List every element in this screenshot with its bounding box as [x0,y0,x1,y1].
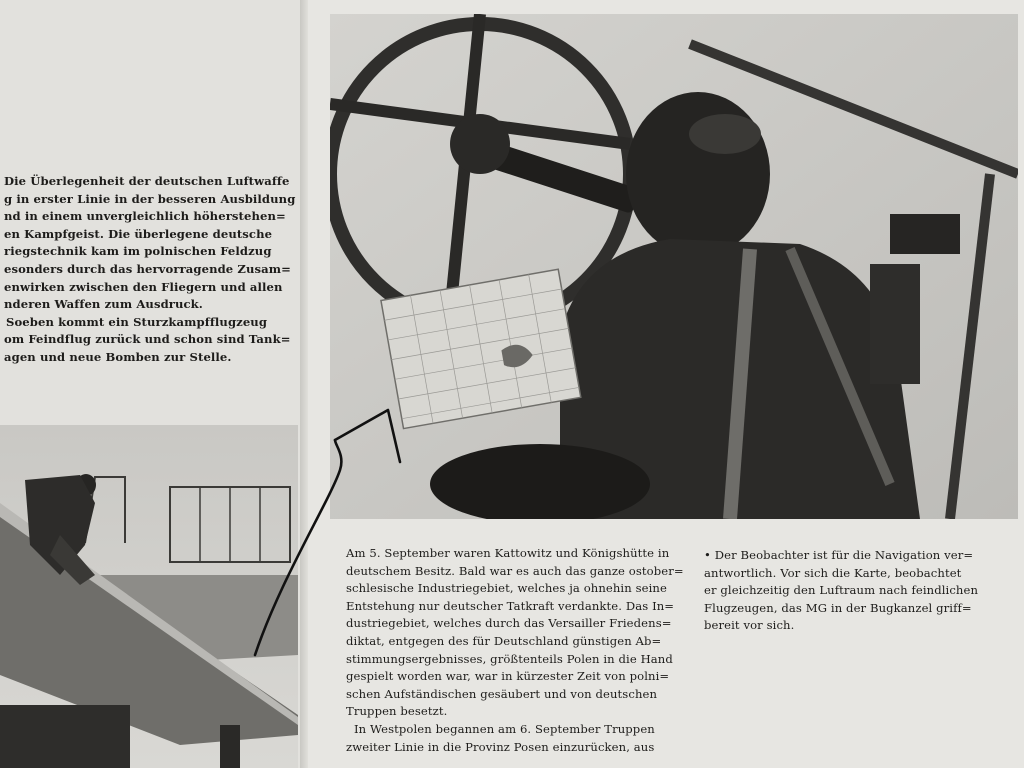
left-caption-line: nderen Waffen zum Ausdruck. [4,297,203,312]
left-page-caption [4,173,295,367]
left-caption-line: agen und neue Bomben zur Stelle. [4,349,232,364]
observer-cockpit-image [330,14,1018,519]
observer-photo-caption [704,547,978,635]
main-text-line: diktat, entgegen des für Deutschland günstigen Ab= [346,633,662,648]
right-page [308,0,1024,768]
left-caption-line: esonders durch das hervorragende Zusam= [4,261,291,276]
main-text-line: zweiter Linie in die Provinz Posen einzurücken, aus [346,739,655,754]
main-body-text [346,545,684,756]
aircraft-ground-photo [0,425,298,768]
main-text-line: Truppen besetzt. [346,704,448,719]
main-text-line: deutschem Besitz. Bald war es auch das ganze ostober= [346,563,684,578]
left-caption-line: riegstechnik kam im polnischen Feldzug [4,244,272,259]
left-caption-line: Die Überlegenheit der deutschen Luftwaffe [4,174,290,188]
left-caption-line: g in erster Linie in der besseren Ausbildung [4,191,296,206]
aircraft-ground-image [0,425,298,768]
right-caption-line: bereit vor sich. [704,618,795,633]
right-caption-line: • Der Beobachter ist für die Navigation ver= [704,548,974,562]
main-text-line: Entstehung nur deutscher Tatkraft verdankte. Das In= [346,598,675,613]
left-caption-line: en Kampfgeist. Die überlegene deutsche [4,226,273,241]
left-page [0,0,308,768]
main-text-line: In Westpolen begannen am 6. September Truppen [354,721,655,736]
left-caption-line: enwirken zwischen den Fliegern und allen [4,279,283,294]
right-caption-line: Flugzeugen, das MG in der Bugkanzel griff= [704,600,972,615]
left-caption-line: nd in einem unvergleichlich höherstehen= [4,209,286,224]
main-text-line: stimmungsergebnisses, größtenteils Polen in die Hand [346,651,673,666]
left-caption-line: Soeben kommt ein Sturzkampfflugzeug [6,314,268,329]
main-text-line: gespielt worden war, war in kürzester Zeit von polni= [346,669,670,684]
main-text-line: schen Aufständischen gesäubert und von deutschen [346,686,658,701]
right-caption-line: antwortlich. Vor sich die Karte, beobachtet [704,565,962,580]
left-caption-line: om Feindflug zurück und schon sind Tank= [4,332,291,347]
observer-cockpit-photo [330,14,1018,519]
main-text-line: dustriegebiet, welches durch das Versailler Friedens= [346,616,672,631]
main-text-line: Am 5. September waren Kattowitz und Königshütte in [346,546,670,560]
main-text-line: schlesische Industriegebiet, welches ja ohnehin seine [346,581,667,596]
right-caption-line: er gleichzeitig den Luftraum nach feindlichen [704,583,979,598]
